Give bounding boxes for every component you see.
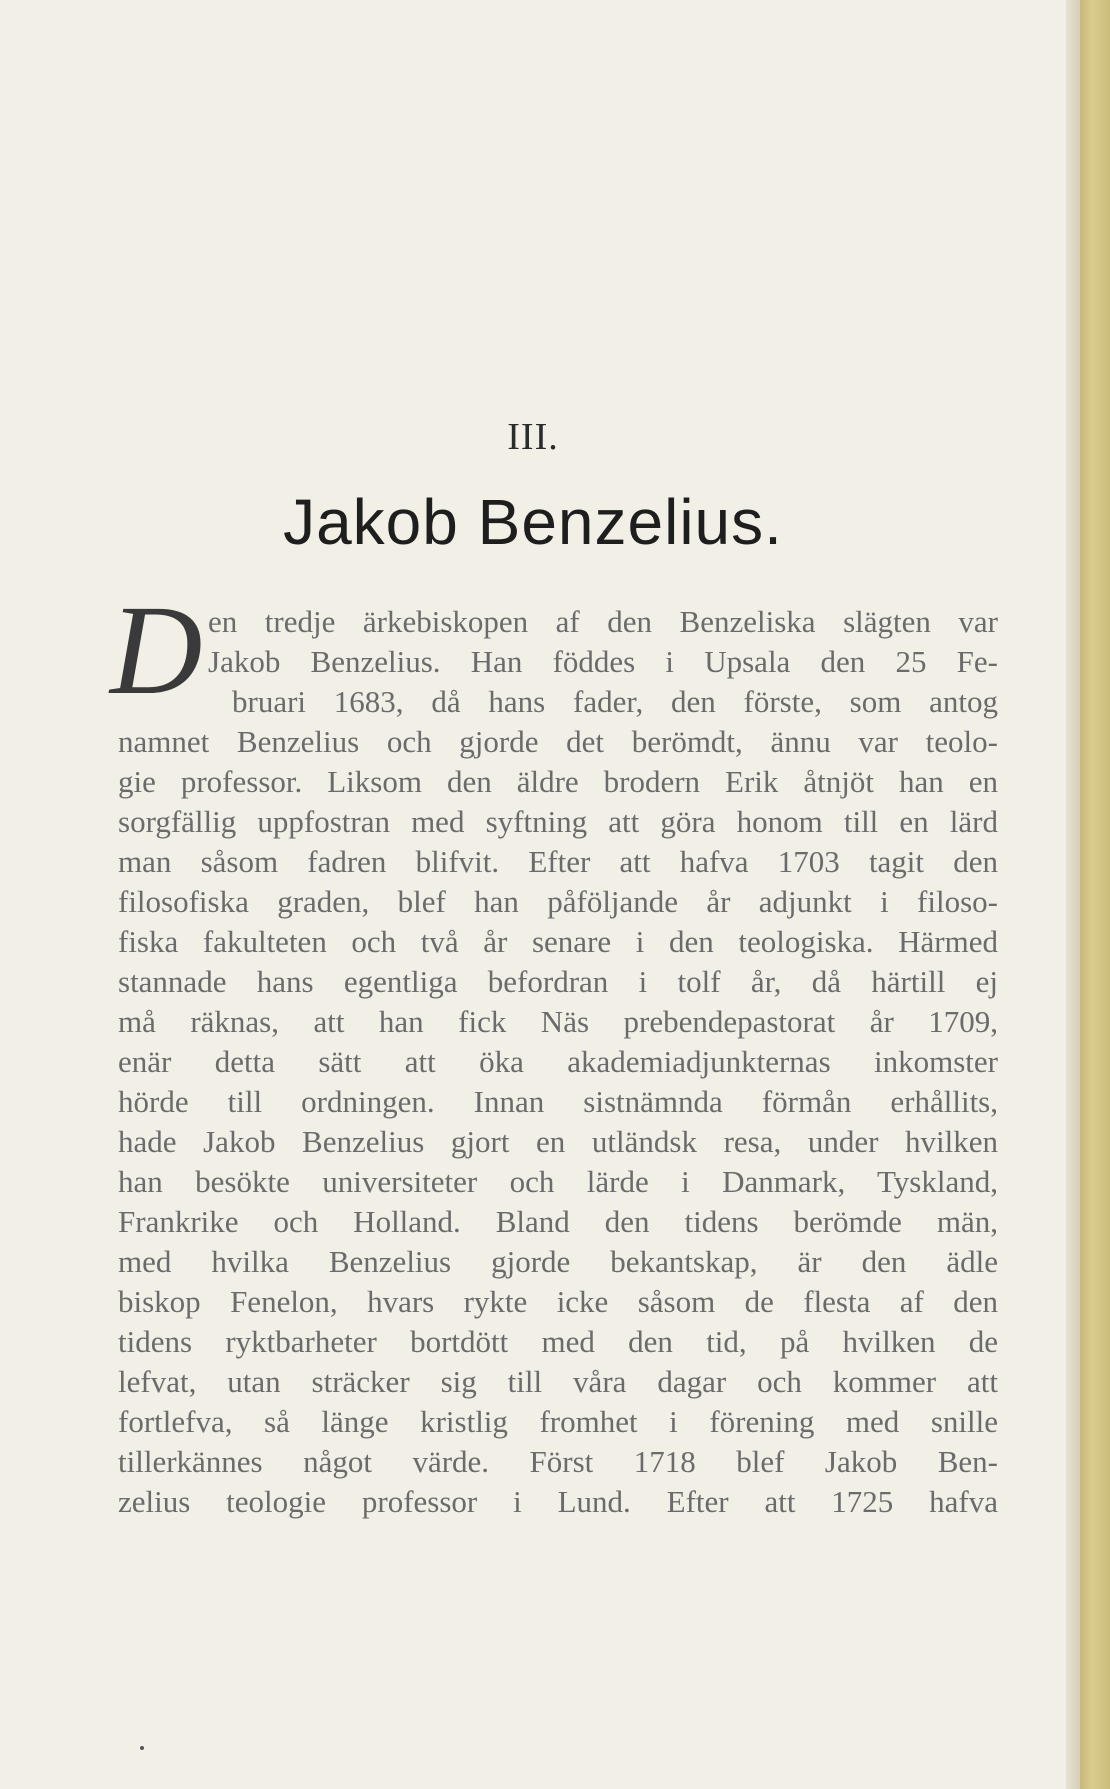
text-line: sorgfällig uppfostran med syftning att göra honom till en lärd — [118, 804, 998, 839]
text-line: namnet Benzelius och gjorde det berömdt, ännu var teolo- — [118, 724, 998, 759]
text-line: Frankrike och Holland. Bland den tidens berömde män, — [118, 1204, 998, 1239]
text-line: må räknas, att han fick Näs prebendepastorat år 1709, — [118, 1004, 998, 1039]
text-line: hade Jakob Benzelius gjort en utländsk resa, under hvilken — [118, 1124, 998, 1159]
text-line: bruari 1683, då hans fader, den förste, som antog — [232, 684, 998, 719]
text-line: en tredje ärkebiskopen af den Benzeliska slägten var — [208, 604, 998, 639]
text-line: Jakob Benzelius. Han föddes i Upsala den 25 Fe- — [208, 644, 998, 679]
chapter-number: III. — [507, 416, 559, 458]
text-line: gie professor. Liksom den äldre brodern Erik åtnjöt han en — [118, 764, 998, 799]
text-line: fiska fakulteten och två år senare i den teologiska. Härmed — [118, 924, 998, 959]
dropcap-initial: D — [110, 579, 203, 721]
text-line: han besökte universiteter och lärde i Danmark, Tyskland, — [118, 1164, 998, 1199]
chapter-title: Jakob Benzelius. — [283, 486, 783, 558]
text-line: stannade hans egentliga befordran i tolf år, då härtill ej — [118, 964, 998, 999]
text-line: zelius teologie professor i Lund. Efter att 1725 hafva — [118, 1484, 998, 1519]
text-line: man såsom fadren blifvit. Efter att hafva 1703 tagit den — [118, 844, 998, 879]
text-line: hörde till ordningen. Innan sistnämnda förmån erhållits, — [118, 1084, 998, 1119]
text-line: fortlefva, så länge kristlig fromhet i förening med snille — [118, 1404, 998, 1439]
text-line: med hvilka Benzelius gjorde bekantskap, är den ädle — [118, 1244, 998, 1279]
text-line: lefvat, utan sträcker sig till våra dagar och kommer att — [118, 1364, 998, 1399]
ink-speck — [140, 1746, 144, 1750]
text-line: biskop Fenelon, hvars rykte icke såsom de flesta af den — [118, 1284, 998, 1319]
text-line: tidens ryktbarheter bortdött med den tid, på hvilken de — [118, 1324, 998, 1359]
page-edge — [1066, 0, 1080, 1789]
text-line: enär detta sätt att öka akademiadjunkternas inkomster — [118, 1044, 998, 1079]
text-line: tillerkännes något värde. Först 1718 blef Jakob Ben- — [118, 1444, 998, 1479]
book-binding-edge — [1080, 0, 1110, 1789]
text-line: filosofiska graden, blef han påföljande år adjunkt i filoso- — [118, 884, 998, 919]
